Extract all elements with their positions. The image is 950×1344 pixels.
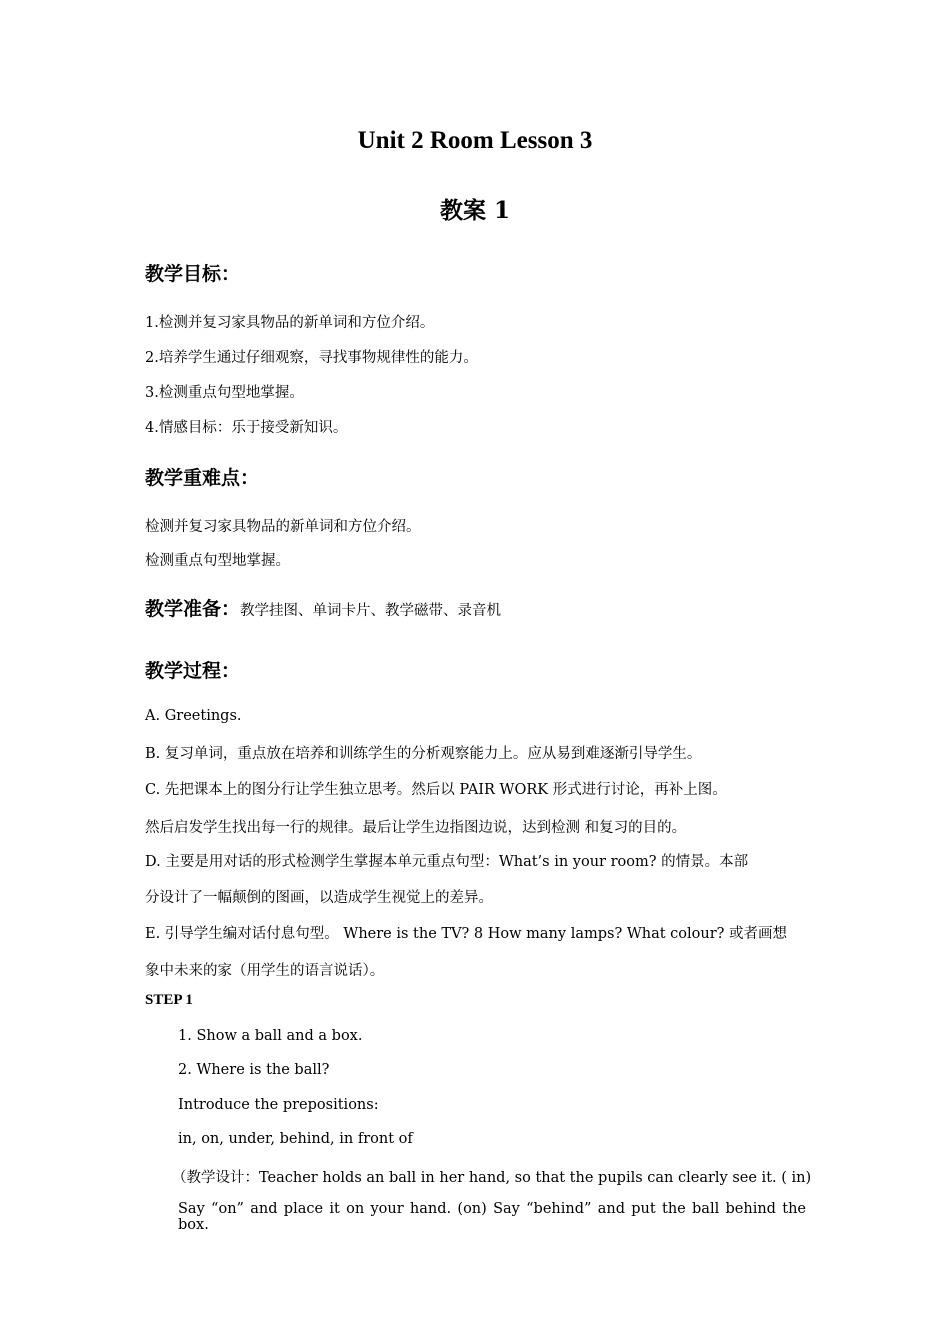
process-line: E. 引导学生编对话付息句型。 Where is the TV? 8 How many lamps? What colour? 或者画想 [145, 926, 788, 942]
process-heading: 教学过程： [145, 660, 241, 682]
process-line: A. Greetings. [145, 708, 242, 724]
step-heading: STEP 1 [145, 992, 193, 1008]
document-subtitle: 教案 1 [439, 197, 510, 224]
objective-item: 3.检测重点句型地掌握。 [145, 385, 304, 401]
objective-item: 2.培养学生通过仔细观察，寻找事物规律性的能力。 [145, 350, 478, 366]
process-line: D. 主要是用对话的形式检测学生掌握本单元重点句型：What’s in your room? 的情景。本部 [145, 854, 749, 870]
key-points-heading: 教学重难点： [145, 467, 260, 489]
objectives-heading: 教学目标： [145, 263, 241, 285]
step-line: 2. Where is the ball? [178, 1062, 330, 1078]
step-line: Say “on” and place it on your hand. (on) Say “behind” and put the ball behind the box. [178, 1201, 806, 1233]
step-line: Introduce the prepositions: [178, 1097, 379, 1113]
key-point-item: 检测并复习家具物品的新单词和方位介绍。 [145, 519, 421, 535]
preparation-text: 教学挂图、单词卡片、教学磁带、录音机 [240, 603, 502, 619]
step-line: 1. Show a ball and a box. [178, 1028, 363, 1044]
key-point-item: 检测重点句型地掌握。 [145, 553, 290, 569]
step-line: in, on, under, behind, in front of [178, 1131, 413, 1147]
process-line: 分设计了一幅颠倒的图画，以造成学生视觉上的差异。 [145, 890, 493, 906]
preparation-heading: 教学准备： [145, 598, 241, 620]
process-line: 然后启发学生找出每一行的规律。最后让学生边指图边说，达到检测 和复习的目的。 [145, 820, 687, 836]
preparation-line [145, 594, 501, 621]
process-line: C. 先把课本上的图分行让学生独立思考。然后以 PAIR WORK 形式进行讨论，再补上图。 [145, 782, 727, 798]
process-line: 象中未来的家（用学生的语言说话）。 [145, 963, 385, 979]
process-line: B. 复习单词，重点放在培养和训练学生的分析观察能力上。应从易到难逐渐引导学生。 [145, 746, 702, 762]
step-line: （教学设计：Teacher holds an ball in her hand, so that the pupils can clearly see it. ( in) [172, 1170, 812, 1186]
objective-item: 4.情感目标：乐于接受新知识。 [145, 420, 348, 436]
objective-item: 1.检测并复习家具物品的新单词和方位介绍。 [145, 315, 435, 331]
document-title: Unit 2 Room Lesson 3 [357, 127, 593, 154]
